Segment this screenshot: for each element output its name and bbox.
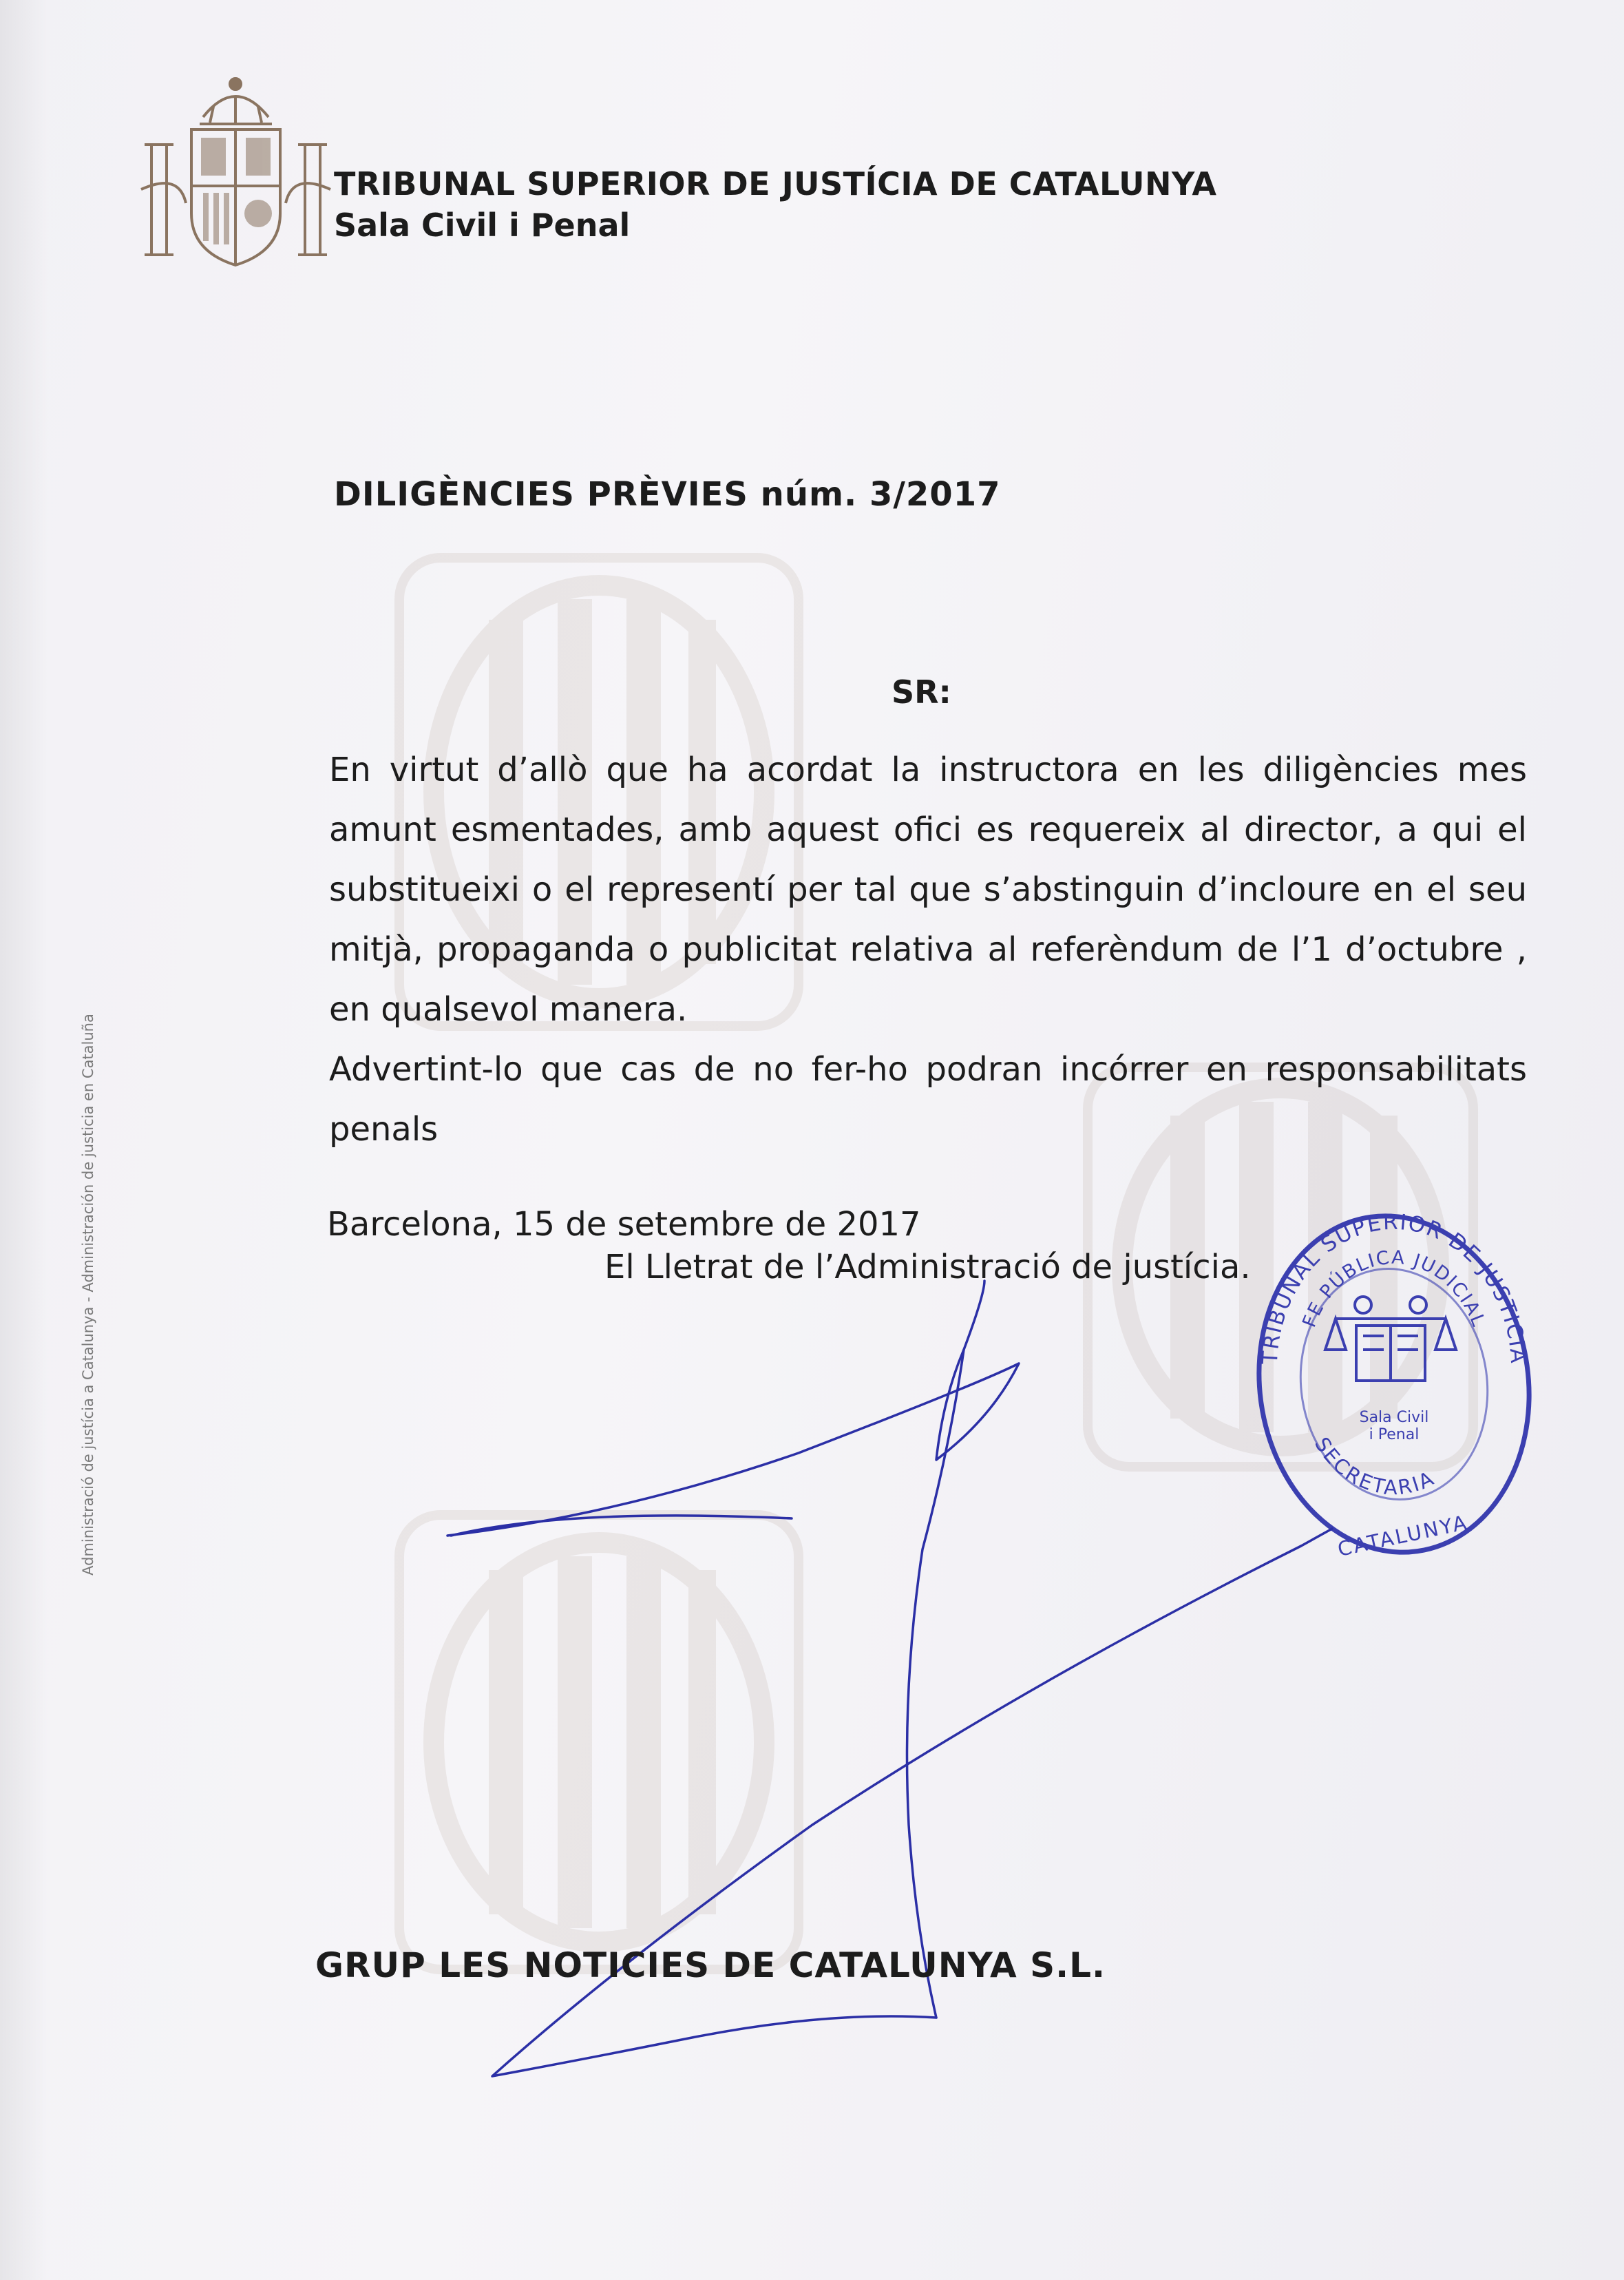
watermark-emblem-bottom [386,1501,812,1983]
side-note: Administració de justícia a Catalunya - Administración de justicia en Cataluña [80,1014,96,1576]
letter-paragraph-warning: Advertint-lo que cas de no fer-ho podran incórrer en responsabilitats penals [329,1050,1527,1149]
court-name: TRIBUNAL SUPERIOR DE JUSTÍCIA DE CATALUNYA [334,165,1217,202]
page-edge-shadow [0,0,48,2280]
salutation: SR: [892,673,951,711]
court-stamp [1246,1202,1542,1587]
stamp-center-line-1: Sala Civil [1359,1409,1429,1426]
stamp-bottom-text: SECRETARIA [1310,1433,1440,1500]
court-chamber: Sala Civil i Penal [334,207,631,244]
stamp-inner-text: FE PÚBLICA JUDICIAL [1298,1246,1490,1330]
case-number: DILIGÈNCIES PRÈVIES núm. 3/2017 [334,475,1001,514]
recipient: GRUP LES NOTICIES DE CATALUNYA S.L. [315,1945,1106,1985]
scales-of-justice-icon [1325,1297,1456,1381]
place-date: Barcelona, 15 de setembre de 2017 [327,1205,921,1244]
stamp-center-line-2: i Penal [1369,1426,1420,1443]
svg-text:TRIBUNAL SUPERIOR DE JUSTICIA [1258,1210,1530,1366]
spain-coat-of-arms-icon [138,69,334,272]
letter-paragraph-requirement: En virtut d’allò que ha acordat la instructora en les diligències mes amunt esmentades, amb aquest ofici es requereix al director, a qui el substitueixi o el representí per tal que s’abstinguin d’incloure en el seu mitjà, propaganda o publicitat relativa al referèndum de l’1 d’octubre , en qualsevol manera. [329,751,1527,1029]
stamp-outer-text: TRIBUNAL SUPERIOR DE JUSTICIA [1257,1209,1531,1366]
stamp-bottom-text-2: CATALUNYA [1335,1510,1470,1561]
signer-title: El Lletrat de l’Administració de justícia. [604,1248,1251,1286]
letter-body [329,740,1527,1160]
